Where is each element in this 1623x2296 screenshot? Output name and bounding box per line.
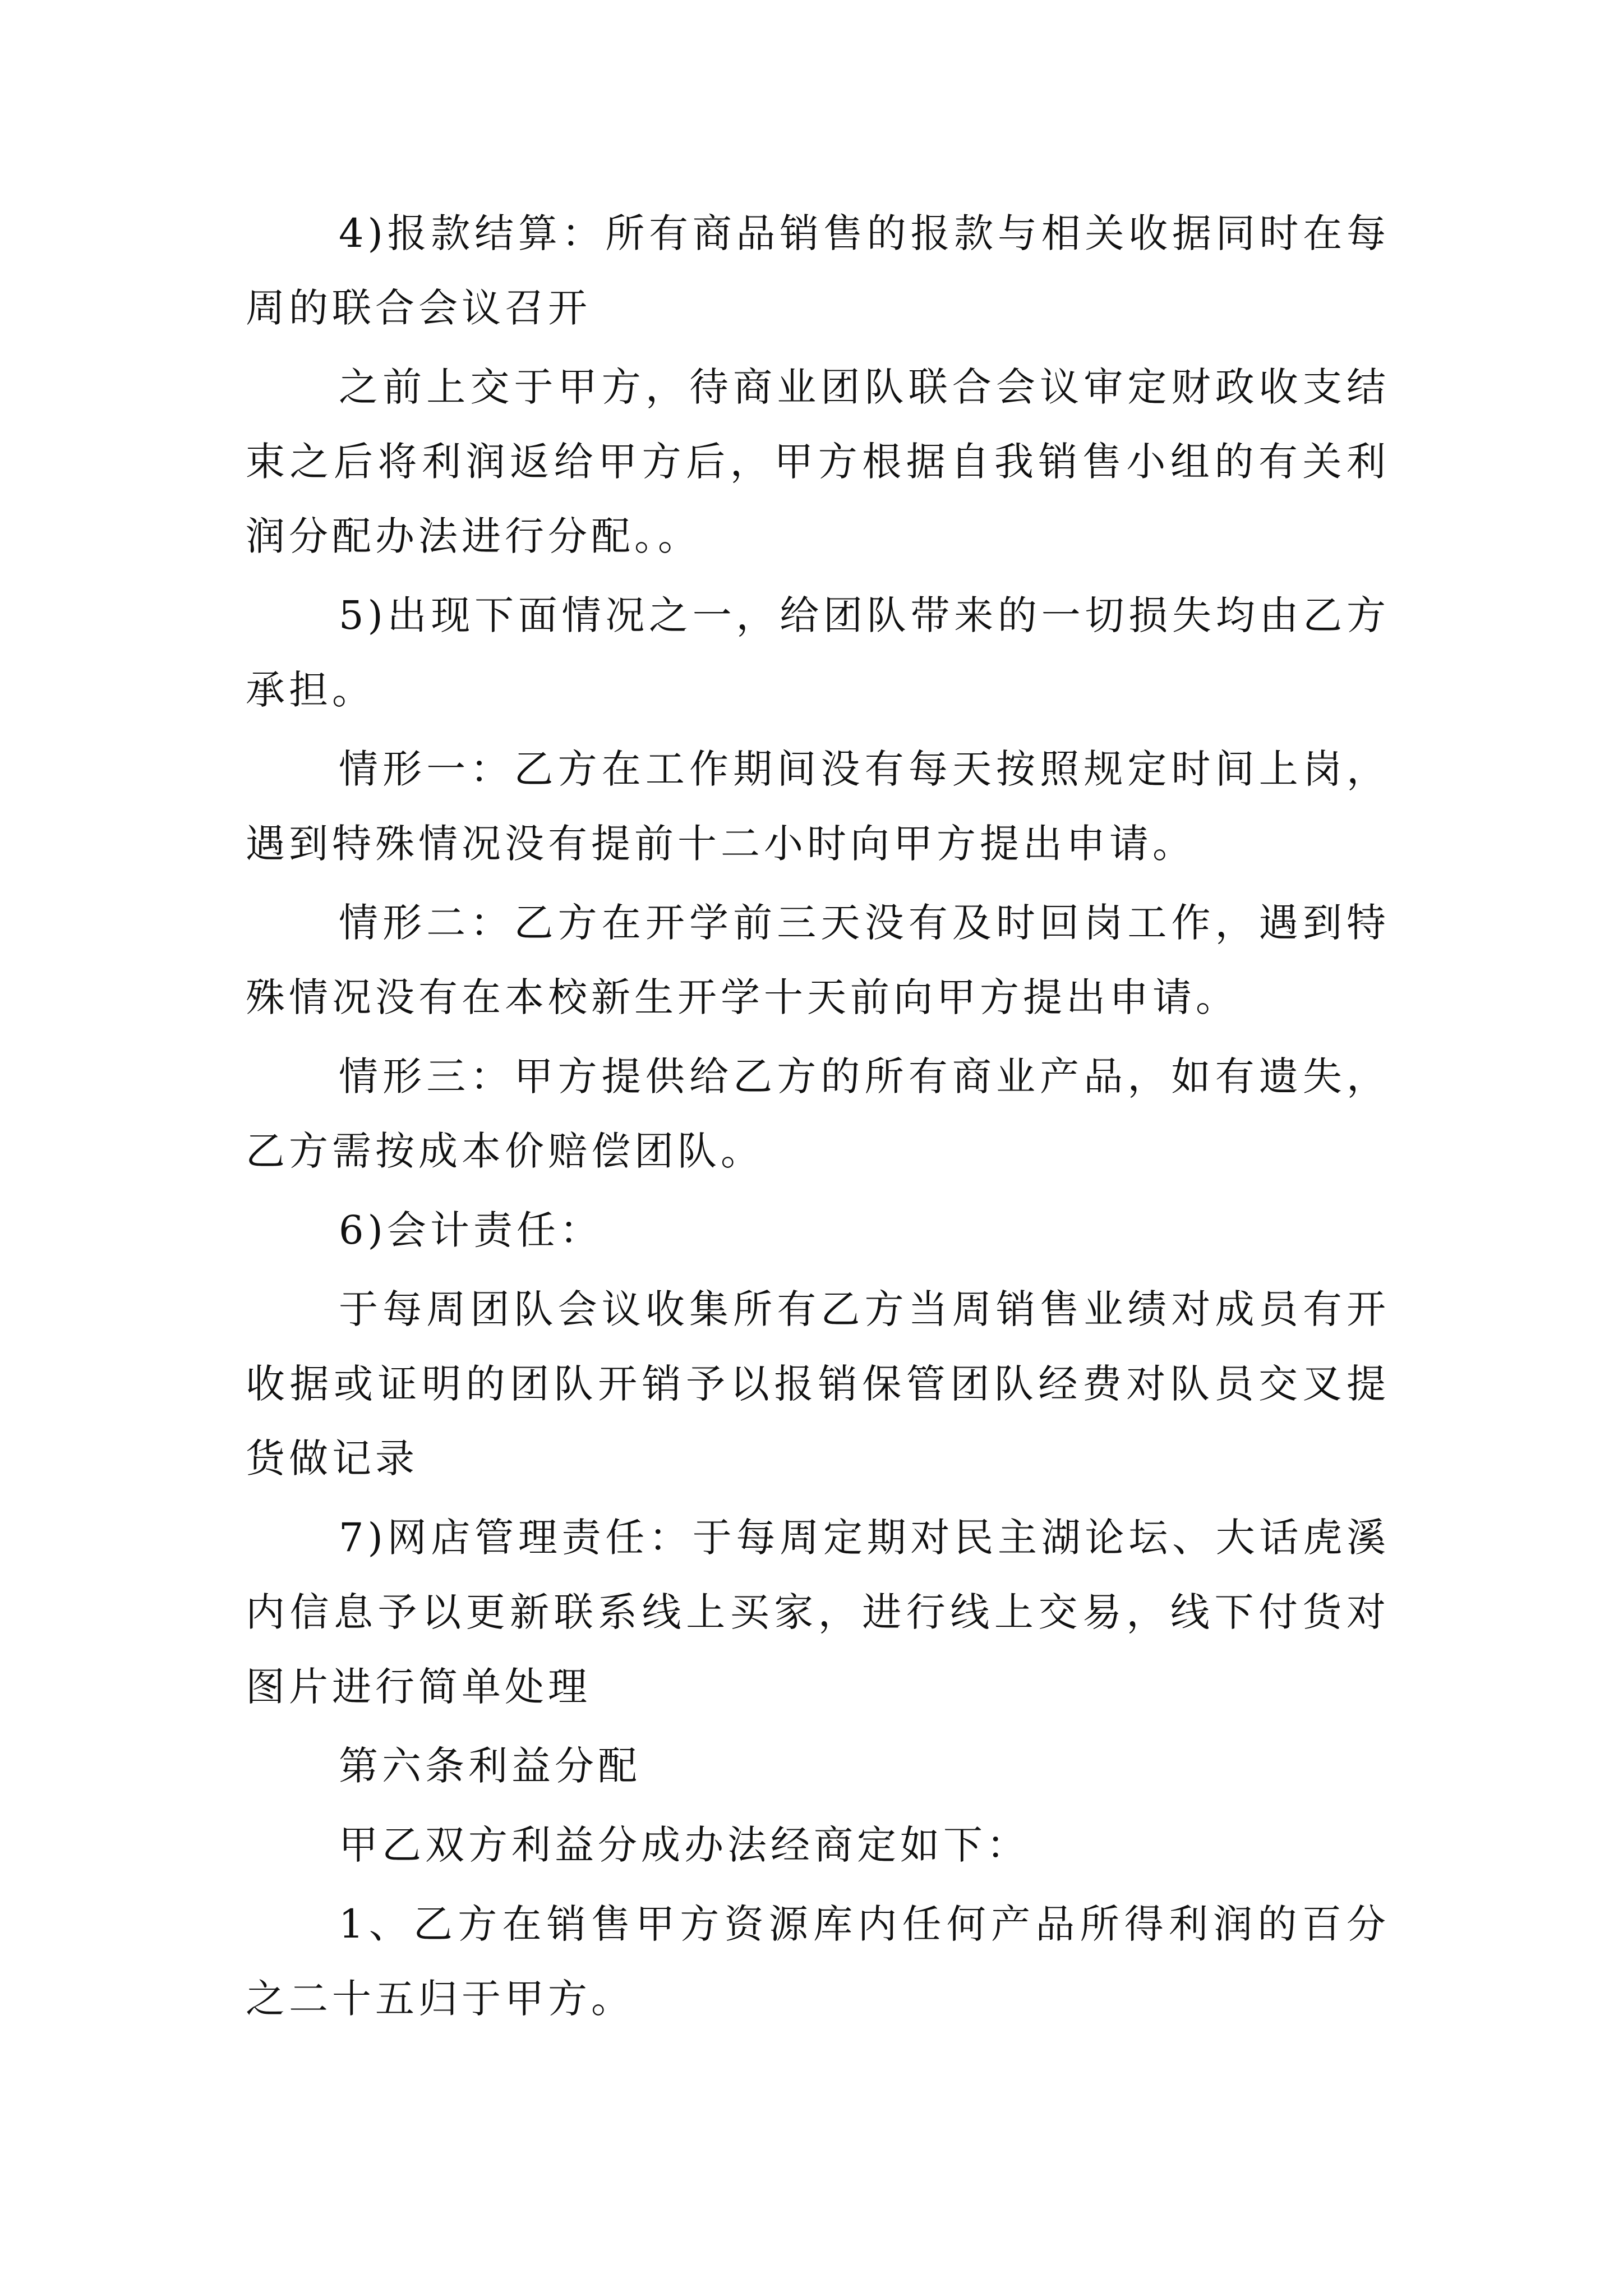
paragraph-online-store: 7)网店管理责任：于每周定期对民主湖论坛、大话虎溪内信息予以更新联系线上买家，进行线上交易，线下付货对图片进行简单处理: [246, 1515, 1390, 1710]
paragraph-case-one: 情形一：乙方在工作期间没有每天按照规定时间上岗，遇到特殊情况没有提前十二小时向甲方提出申请。: [246, 746, 1390, 867]
paragraph-settlement: 4)报款结算：所有商品销售的报款与相关收据同时在每周的联合会议召开: [246, 210, 1390, 331]
paragraph-accounting-heading: 6)会计责任：: [339, 1207, 603, 1253]
document-body: [246, 196, 1390, 2041]
paragraph-settlement-continued: 之前上交于甲方，待商业团队联合会议审定财政收支结束之后将利润返给甲方后，甲方根据自我销售小组的有关利润分配办法进行分配。。: [246, 364, 1390, 559]
paragraph-accounting-body: 于每周团队会议收集所有乙方当周销售业绩对成员有开收据或证明的团队开销予以报销保管团队经费对队员交叉提货做记录: [246, 1286, 1390, 1481]
paragraph-case-two: 情形二：乙方在开学前三天没有及时回岗工作，遇到特殊情况没有在本校新生开学十天前向甲方提出申请。: [246, 900, 1390, 1020]
paragraph-case-three: 情形三：甲方提供给乙方的所有商业产品，如有遗失，乙方需按成本价赔偿团队。: [246, 1053, 1390, 1174]
section-heading-profit-distribution: 第六条利益分配: [339, 1743, 641, 1789]
paragraph-profit-intro: 甲乙双方利益分成办法经商定如下：: [339, 1822, 1030, 1868]
paragraph-profit-item-one: 1、乙方在销售甲方资源库内任何产品所得利润的百分之二十五归于甲方。: [246, 1901, 1390, 2022]
paragraph-loss-conditions: 5)出现下面情况之一，给团队带来的一切损失均由乙方承担。: [246, 592, 1390, 713]
